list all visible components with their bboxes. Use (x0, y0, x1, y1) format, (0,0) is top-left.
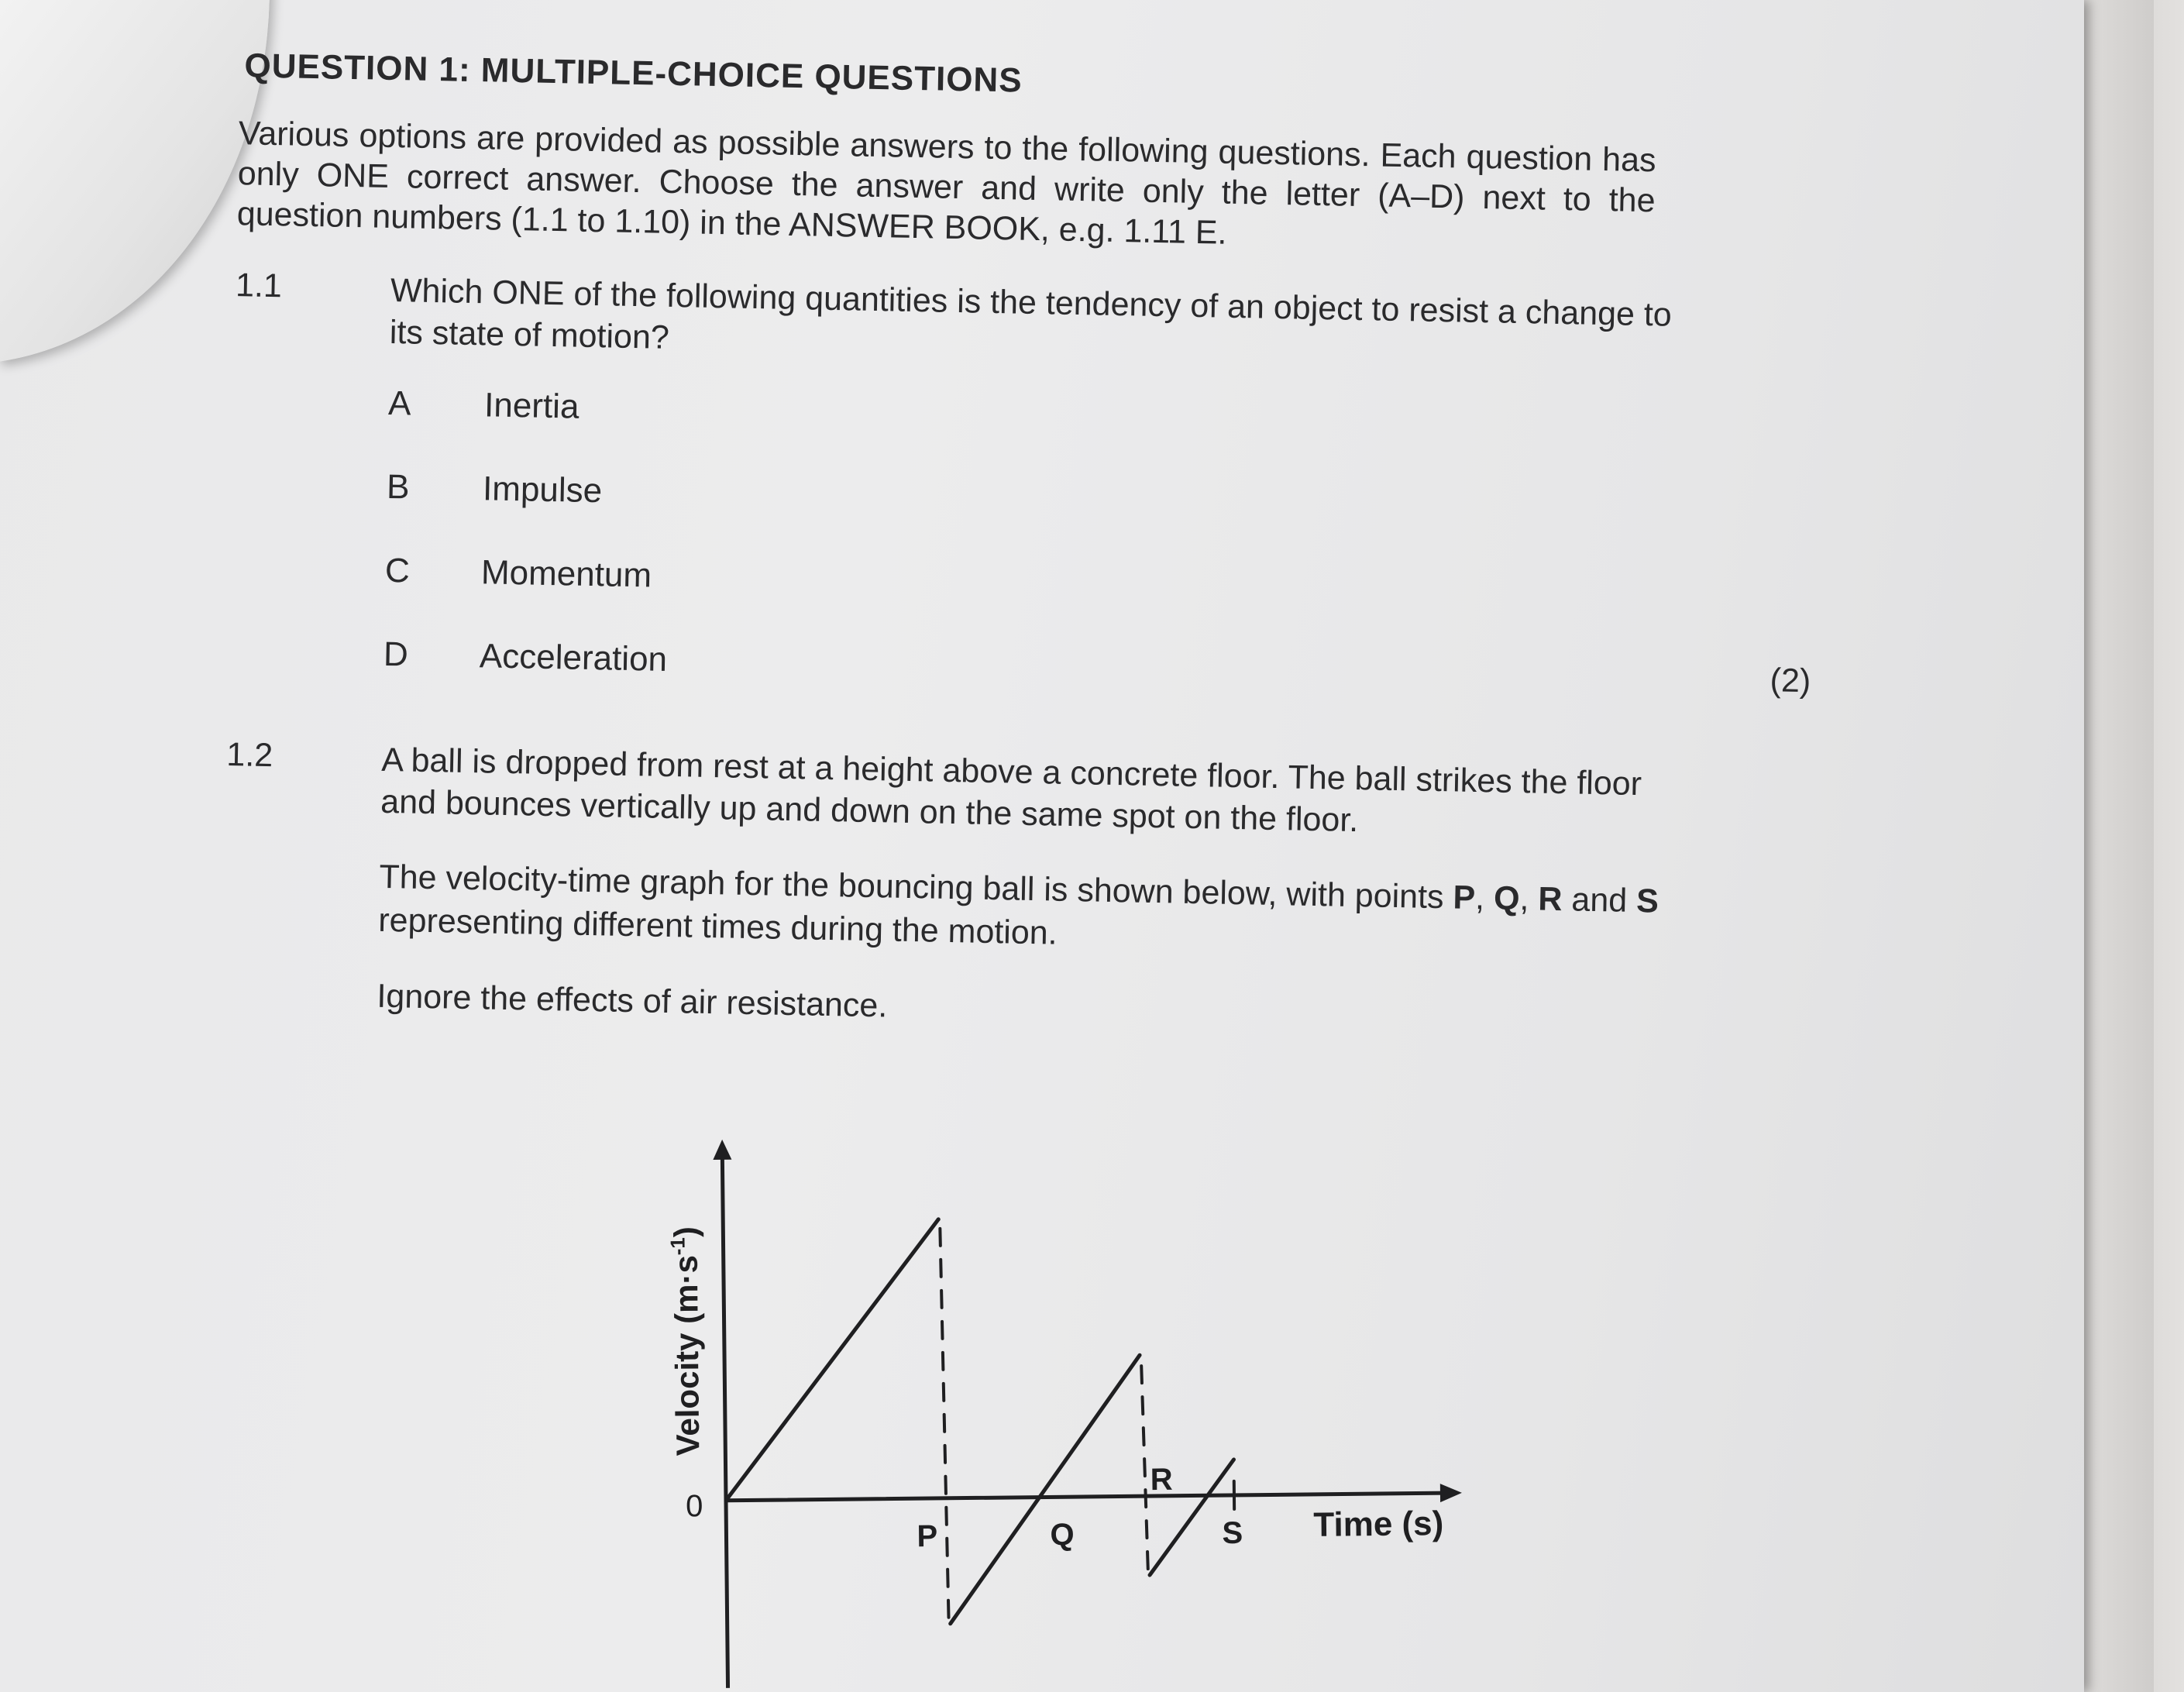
separator: , (1519, 880, 1539, 918)
svg-text:Velocity (m·s-1) (666, 1226, 706, 1456)
point-q: Q (1050, 1518, 1075, 1553)
segment-rise-1 (948, 1355, 1143, 1624)
description-text: representing different times during the motion. (377, 901, 1058, 952)
question-text: Which ONE of the following quantities is the tendency of an object to resist a change to its state of motion? (389, 271, 1673, 356)
option-letter: B (386, 467, 410, 507)
point-p: P (917, 1518, 938, 1554)
option-letter: D (383, 634, 409, 674)
y-axis-label-text: Velocity (m·s (667, 1254, 707, 1456)
y-axis (722, 1154, 727, 1688)
y-axis-arrow (713, 1140, 731, 1160)
option-letter: A (387, 383, 412, 423)
y-axis-label (666, 1226, 706, 1456)
velocity-time-graph (635, 1121, 1570, 1689)
graph-description (378, 855, 1697, 968)
option-text: Momentum (480, 553, 652, 595)
dashed-line-p (940, 1229, 948, 1624)
point-r: R (1150, 1462, 1173, 1498)
x-axis (726, 1493, 1445, 1501)
segment-fall (723, 1219, 941, 1501)
point-p-label: P (1453, 879, 1476, 916)
marks-allocation: (2) (1770, 662, 1811, 700)
question-text: A ball is dropped from rest at a height above a concrete floor. The ball strikes the floor and bounces vertically up and down on the same spot on the floor. (380, 741, 1642, 840)
instructions-paragraph: Various options are provided as possible answers to the following questions. Each question has only ONE correct answer. Choose the answer and write only the letter (A–D) next to the question numbers (1.1 to 1.10) in the ANSWER BOOK, e.g. 1.11 E. (236, 115, 1656, 252)
option-text: Impulse (482, 469, 603, 511)
conjunction: and (1562, 881, 1637, 920)
point-r-label: R (1537, 880, 1563, 919)
question-1-2 (214, 736, 1846, 1046)
section-heading: QUESTION 1: MULTIPLE-CHOICE QUESTIONS (244, 46, 1023, 100)
description-text: The velocity-time graph for the bouncing ball is shown below, with points (378, 858, 1453, 916)
answer-options (382, 384, 1852, 747)
point-q-label: Q (1493, 879, 1520, 918)
separator: , (1474, 879, 1494, 917)
x-axis-label: Time (s) (1313, 1505, 1444, 1544)
question-number: 1.2 (225, 736, 273, 775)
option-letter: C (384, 551, 411, 590)
option-text: Acceleration (479, 637, 668, 679)
point-s-label: S (1635, 882, 1659, 920)
page-content (214, 46, 1859, 1046)
y-axis-label-exponent: -1 (666, 1237, 690, 1256)
option-text: Inertia (483, 386, 580, 426)
point-s: S (1222, 1515, 1243, 1551)
origin-label: 0 (685, 1489, 703, 1524)
instruction-note: Ignore the effects of air resistance. (377, 977, 888, 1025)
question-number: 1.1 (235, 267, 283, 305)
y-axis-label-close: ) (667, 1226, 704, 1238)
dashed-line-r (1141, 1366, 1148, 1575)
x-axis-arrow (1440, 1484, 1462, 1502)
question-1-1 (219, 267, 1855, 747)
